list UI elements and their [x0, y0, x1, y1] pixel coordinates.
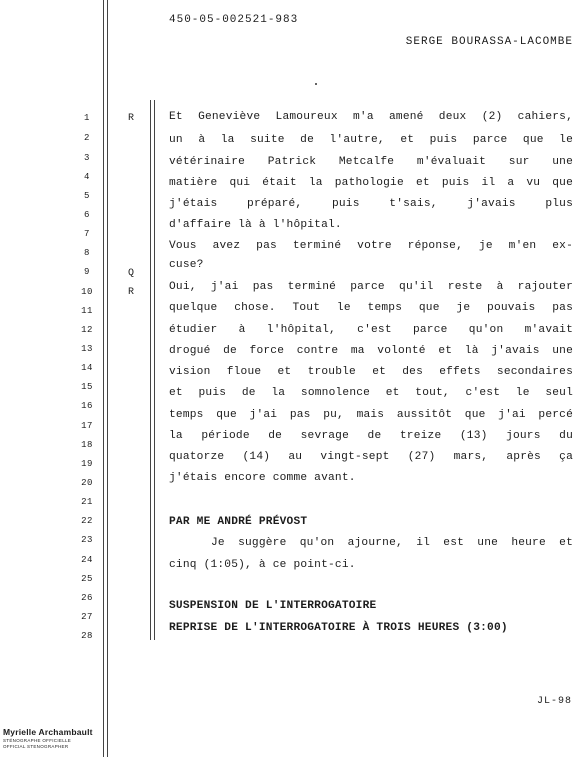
speaker-marker-answer: R	[127, 287, 134, 298]
transcript-line: Je suggère qu'on ajourne, il est une heure et	[211, 537, 573, 549]
transcript-line: quatorze (14) au vingt-sept (27) mars, après ça	[169, 451, 573, 463]
line-number: 19	[81, 459, 93, 469]
line-number: 15	[81, 382, 93, 392]
page-code: JL-98	[536, 696, 572, 707]
stenographer-title-fr: STÉNOGRAPHE OFFICIELLE	[3, 738, 72, 743]
line-number: 1	[84, 113, 90, 123]
line-number: 21	[81, 497, 93, 507]
transcript-line: Oui, j'ai pas terminé parce qu'il reste à rajouter	[169, 281, 573, 293]
transcript-line: d'affaire là à l'hôpital.	[169, 219, 342, 231]
speaker-column-rule-left	[150, 100, 151, 640]
scan-speck	[315, 83, 317, 85]
transcript-line: vétérinaire Patrick Metcalfe m'évaluait sur une	[169, 156, 573, 168]
line-number: 26	[81, 593, 93, 603]
line-number: 17	[81, 421, 93, 431]
line-number: 9	[84, 267, 90, 277]
transcript-line: j'étais encore comme avant.	[169, 472, 356, 484]
speaker-marker-question: Q	[127, 268, 134, 279]
witness-name: SERGE BOURASSA-LACOMBE	[405, 36, 573, 48]
line-number: 4	[84, 172, 90, 182]
transcript-line: un à la suite de l'autre, et puis parce que le	[169, 134, 573, 146]
line-number: 24	[81, 555, 93, 565]
transcript-line: cinq (1:05), à ce point-ci.	[169, 559, 356, 571]
transcript-line: matière qui était la pathologie et puis il a vu que	[169, 177, 573, 189]
line-number: 7	[84, 229, 90, 239]
line-number: 14	[81, 363, 93, 373]
stenographer-name: Myrielle Archambault	[3, 727, 93, 737]
line-number: 18	[81, 440, 93, 450]
line-number: 13	[81, 344, 93, 354]
section-heading-resumption: REPRISE DE L'INTERROGATOIRE À TROIS HEURES (3:00)	[169, 622, 508, 634]
line-number: 3	[84, 153, 90, 163]
line-number: 28	[81, 631, 93, 641]
transcript-line: quelque chose. Tout le temps que je pouvais pas	[169, 302, 573, 314]
document-number: 450-05-002521-983	[169, 14, 299, 26]
speaker-marker-answer: R	[127, 113, 134, 124]
transcript-line: étudier à l'hôpital, c'est parce qu'on m'avait	[169, 324, 573, 336]
line-number: 20	[81, 478, 93, 488]
transcript-line: temps que j'ai pas pu, mais aussitôt que j'ai percé	[169, 409, 573, 421]
stenographer-title-en: OFFICIAL STENOGRAPHER	[3, 744, 69, 749]
section-heading-suspension: SUSPENSION DE L'INTERROGATOIRE	[169, 600, 377, 612]
speaker-column-rule-right	[154, 100, 155, 640]
stenographer-stamp	[3, 727, 99, 750]
transcript-line: et puis de la somnolence et tout, c'est le seul	[169, 387, 573, 399]
margin-rule-outer	[103, 0, 104, 757]
transcript-line: cuse?	[169, 259, 204, 271]
line-number: 23	[81, 535, 93, 545]
transcript-line: Et Geneviève Lamoureux m'a amené deux (2) cahiers,	[169, 111, 573, 123]
line-number: 8	[84, 248, 90, 258]
line-number: 5	[84, 191, 90, 201]
transcript-line: drogué de force contre ma volonté et là j'avais une	[169, 345, 573, 357]
line-number: 10	[81, 287, 93, 297]
line-number: 16	[81, 401, 93, 411]
transcript-line: la période de sevrage de treize (13) jours du	[169, 430, 573, 442]
transcript-line: Vous avez pas terminé votre réponse, je m'en ex-	[169, 240, 573, 252]
margin-rule-inner	[107, 0, 108, 757]
line-number: 12	[81, 325, 93, 335]
line-number: 27	[81, 612, 93, 622]
line-number: 11	[81, 306, 93, 316]
transcript-line: vision floue et trouble et des effets secondaires	[169, 366, 573, 378]
line-number: 2	[84, 133, 90, 143]
line-number: 25	[81, 574, 93, 584]
line-number: 6	[84, 210, 90, 220]
line-number: 22	[81, 516, 93, 526]
transcript-line: j'étais préparé, puis t'sais, j'avais plus	[169, 198, 573, 210]
section-heading-speaker: PAR ME ANDRÉ PRÉVOST	[169, 516, 308, 528]
